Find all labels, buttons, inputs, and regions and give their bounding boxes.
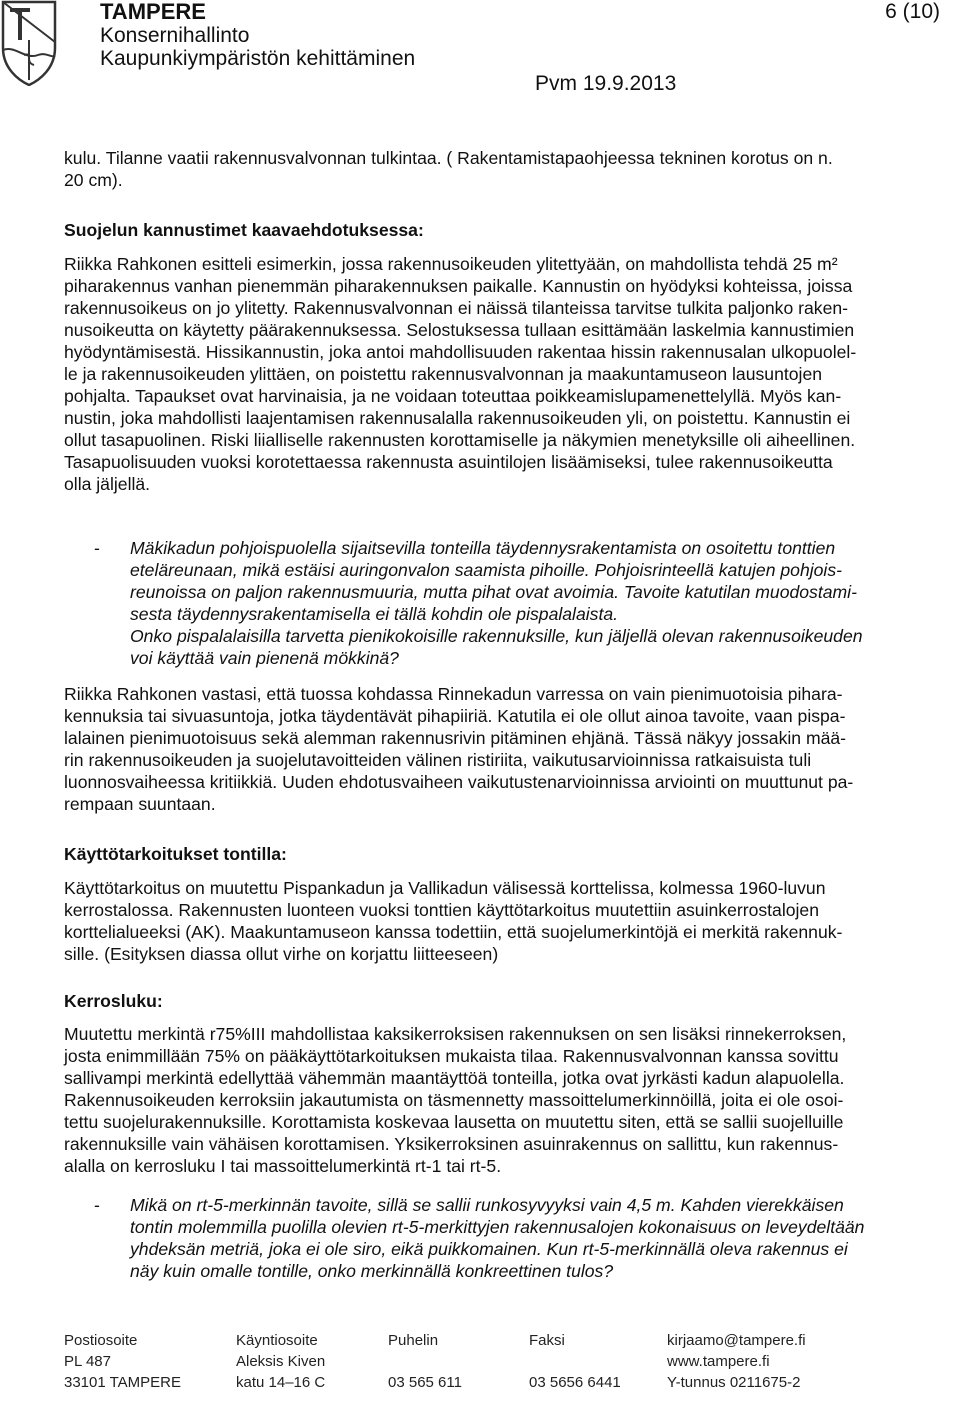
text-line: kerrostalossa. Rakennusten luonteen vuoksi tonttien käyttötarkoitus muutettiin asuinkerrostalojen — [64, 900, 819, 920]
text-line: rakennusoikeus on jo ylitetty. Rakennusvalvonnan ei näissä tilanteissa tarvitse tulkita paljonko raken- — [64, 298, 849, 318]
text-line: Mäkikadun pohjoispuolella sijaitsevilla tonteilla täydennysrakentamista on osoitettu tonttien — [130, 538, 836, 558]
text-line: nustin, joka mahdollisti laajentamisen rakennusalalla rakennusoikeuden yli, on poistettu. Kannustin ei — [64, 408, 851, 428]
paragraph-response — [64, 683, 944, 815]
text-line: Tasapuolisuuden vuoksi korotettaessa rakennusta asuintilojen lisäämiseksi, tulee rakennusoikeutta — [64, 452, 833, 472]
footer-label: Käyntiosoite — [236, 1332, 318, 1349]
text-line: hyödyntämisestä. Hissikannustin, joka antoi mahdollisuuden rakentaa hissin rakennusalan ulkopuolel- — [64, 342, 857, 362]
section-kayttotarkoitukset — [64, 843, 944, 865]
footer-fax — [529, 1330, 621, 1393]
text-line: Mikä on rt-5-merkinnän tavoite, sillä se sallii runkosyvyyksi vain 4,5 m. Kahden vierekkäisen — [130, 1195, 844, 1215]
text-line: tettu suojelurakennuksille. Korottamista koskevaa lausetta on muutettu siten, että se sallii suojelluille — [64, 1112, 844, 1132]
footer-email[interactable]: kirjaamo@tampere.fi — [667, 1332, 806, 1349]
footer-website[interactable]: www.tampere.fi — [667, 1353, 770, 1370]
text-line: näy kuin omalle tontille, onko merkinnällä konkreettinen tulos? — [130, 1261, 614, 1281]
text-line: Riikka Rahkonen esitteli esimerkin, jossa rakennusoikeuden ylitettyään, on mahdollista tehdä 25 m² — [64, 254, 838, 274]
text-line: alalla on kerrosluku I tai massoittelumerkintä rt-1 tai rt-5. — [64, 1156, 502, 1176]
footer-postal-address — [64, 1330, 181, 1393]
text-line: pohjalta. Tapaukset ovat harvinaisia, ja ne voidaan toteuttaa poikkeamislupamenettelyllä. Myös kan- — [64, 386, 842, 406]
text-line: le ja rakennusoikeuden ylittäen, on poistettu rakennusvalvonnan ja maakuntamuseon lausuntojen — [64, 364, 823, 384]
footer-value — [529, 1351, 621, 1372]
footer-value: 03 565 611 — [388, 1374, 462, 1391]
footer-value: katu 14–16 C — [236, 1374, 326, 1391]
text-line: kennuksia tai sivuasuntoja, jotka täydentävät pihapiiriä. Katutila ei ole ollut ainoa tavoite, vaan pispa- — [64, 706, 846, 726]
question-item-makikatu — [64, 537, 944, 669]
text-line: lalainen pienimuotoisuus sekä alemman rakennusrivin pitäminen ehjänä. Tässä näkyy jossakin mää- — [64, 728, 847, 748]
text-line: sille. (Esityksen diassa ollut virhe on korjattu liitteeseen) — [64, 944, 499, 964]
footer-label: Puhelin — [388, 1332, 439, 1349]
text-line: ollut tasapuolinen. Riski liialliselle rakennusten korottamiselle ja näkymien menetyksille oli aiheellinen. — [64, 430, 856, 450]
footer-label: Faksi — [529, 1332, 565, 1349]
list-dash: - — [94, 538, 100, 558]
document-date: Pvm 19.9.2013 — [535, 72, 677, 95]
footer-business-id: Y-tunnus 0211675-2 — [667, 1374, 801, 1391]
footer-value: 33101 TAMPERE — [64, 1374, 182, 1391]
page-number: 6 (10) — [885, 0, 940, 23]
section-3-body — [64, 1023, 944, 1177]
organization-name: TAMPERE — [100, 0, 206, 24]
text-line: voi käyttää vain pienenä mökkinä? — [130, 648, 399, 668]
footer-value — [388, 1351, 462, 1372]
text-line: piharakennus vanhan pienemmän piharakennuksen paikalle. Kannustin on hyödyksi kohteissa, joissa — [64, 276, 853, 296]
section-2-body — [64, 877, 944, 965]
text-line: luonnosvaiheessa kritiikkiä. Uuden ehdotusvaiheen vaikutustenarvioinnissa arviointi on muuttunut pa- — [64, 772, 854, 792]
section-suojelun-kannustimet — [64, 219, 944, 241]
text-line: yhdeksän metriä, joka ei ole siro, eikä puikkomainen. Kun rt-5-merkinnällä oleva rakennus ei — [130, 1239, 848, 1259]
text-line: rempaan suuntaan. — [64, 794, 216, 814]
text-line: sesta täydennysrakentamisella ei tällä kohdin ole pispalalaista. — [130, 604, 619, 624]
text-line: Onko pispalalaisilla tarvetta pienikokoisille rakennuksille, kun jäljellä olevan rakennusoikeuden — [130, 626, 863, 646]
unit-name: Kaupunkiympäristön kehittäminen — [100, 47, 416, 70]
text-line: nusoikeutta on käytetty päärakennuksessa. Selostuksessa tullaan esittämään laskelmia kannustimien — [64, 320, 855, 340]
section-kerrosluku — [64, 990, 944, 1012]
text-line: rakennuksille vain vähäisen korottamisen. Yksikerroksinen asuinrakennus on sallittu, kun rakennus- — [64, 1134, 839, 1154]
footer-visiting-address — [236, 1330, 325, 1393]
text-line: olla jäljellä. — [64, 474, 151, 494]
question-item-rt5 — [64, 1194, 944, 1282]
text-line: Rakennusoikeuden kerroksiin jakautumista on täsmennetty massoittelumerkinnöillä, joita ei ole osoi- — [64, 1090, 844, 1110]
text-line: Riikka Rahkonen vastasi, että tuossa kohdassa Rinnekadun varressa on vain pienimuotoisia pihara- — [64, 684, 843, 704]
text-line: sallivampi merkintä edellyttää vähemmän maantäyttöä tonteilla, jotka ovat jyrkästi kadun alapuolella. — [64, 1068, 845, 1088]
footer-contact — [667, 1330, 806, 1393]
footer-phone — [388, 1330, 462, 1393]
text-line: kulu. Tilanne vaatii rakennusvalvonnan tulkintaa. ( Rakentamistapaohjeessa tekninen korotus on n. — [64, 148, 833, 168]
text-line: reunoissa on paljon rakennusmuuria, mutta pihat ovat avoimia. Tavoite katutilan muodostami- — [130, 582, 857, 602]
text-line: Käyttötarkoitus on muutettu Pispankadun ja Vallikadun välisessä korttelissa, kolmessa 1960-luvun — [64, 878, 826, 898]
text-line: Muutettu merkintä r75%III mahdollistaa kaksikerroksisen rakennuksen on sen lisäksi rinnekerroksen, — [64, 1024, 847, 1044]
section-1-body — [64, 253, 944, 495]
footer-value: PL 487 — [64, 1353, 111, 1370]
text-line: 20 cm). — [64, 170, 123, 190]
footer-value: Aleksis Kiven — [236, 1353, 326, 1370]
list-dash: - — [94, 1195, 100, 1215]
tampere-coat-of-arms-logo — [0, 0, 58, 86]
footer-label: Postiosoite — [64, 1332, 138, 1349]
footer-value: 03 5656 6441 — [529, 1374, 621, 1391]
text-line: rin rakennusoikeuden ja suojelutavoitteiden välinen ristiriita, vaikutusarvioinnissa ratkaisuista tuli — [64, 750, 812, 770]
section-heading: Kerrosluku: — [64, 991, 163, 1011]
department-name: Konsernihallinto — [100, 24, 250, 47]
text-line: josta enimmillään 75% on pääkäyttötarkoituksen mukaista tilaa. Rakennusvalvonnan kanssa sovittu — [64, 1046, 839, 1066]
text-line: tontin molemmilla puolilla olevien rt-5-merkittyjen rakennusalojen kokonaisuus on leveydeltään — [130, 1217, 865, 1237]
paragraph-continuation — [64, 147, 944, 191]
header-organization — [100, 0, 415, 70]
text-line: korttelialueeksi (AK). Maakuntamuseon kanssa todettiin, että suojelumerkintöjä ei merkitä rakennuk- — [64, 922, 843, 942]
text-line: eteläreunaan, mikä estäisi auringonvalon saamista pihoille. Pohjoisrinteellä katujen pohjois- — [130, 560, 842, 580]
section-heading: Suojelun kannustimet kaavaehdotuksessa: — [64, 220, 424, 240]
section-heading: Käyttötarkoitukset tontilla: — [64, 844, 287, 864]
